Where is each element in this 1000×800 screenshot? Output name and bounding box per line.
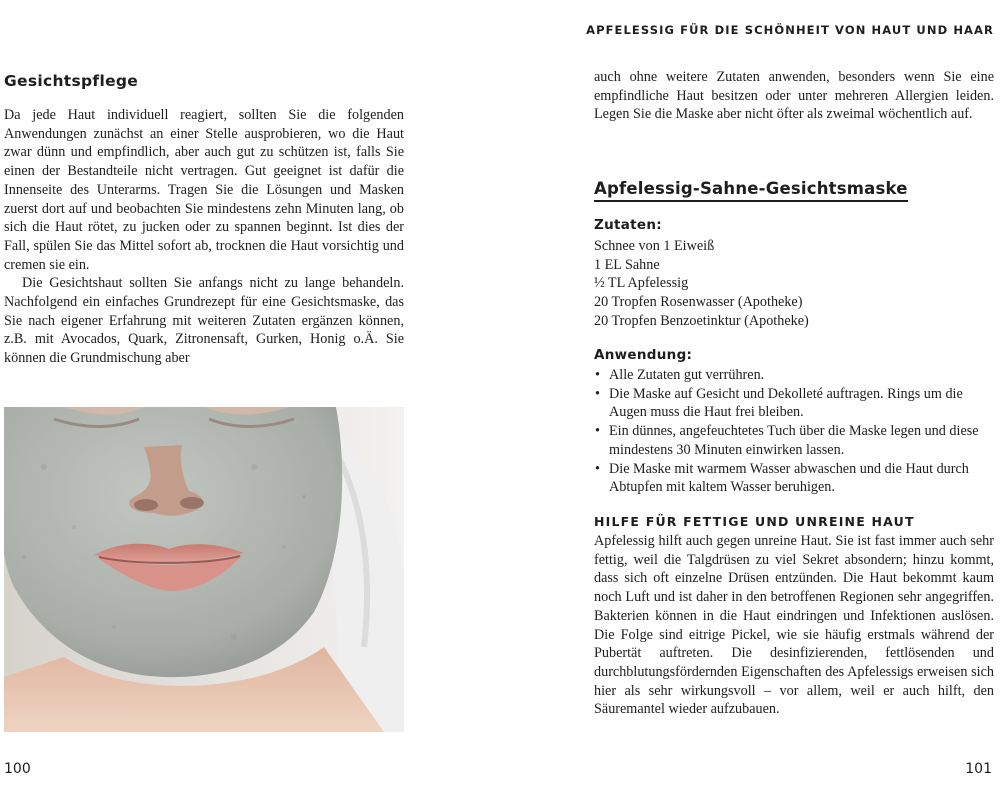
left-body-text — [4, 106, 404, 368]
step-item — [594, 366, 994, 385]
ingredient-item: Schnee von 1 Eiweiß — [594, 238, 715, 254]
step-item — [594, 385, 994, 422]
paragraph: auch ohne weitere Zutaten anwenden, besonders wenn Sie eine empfindliche Haut besitzen oder unter mehreren Allergien leiden. Legen Sie die Maske aber nicht öfter als zweimal wöchentlich auf. — [594, 69, 994, 123]
bullet-icon: • — [595, 460, 600, 477]
face-mask-photo — [4, 407, 404, 732]
page-number-right: 101 — [965, 761, 992, 777]
bullet-icon: • — [595, 367, 600, 383]
ingredient-item: ½ TL Apfelessig — [594, 275, 689, 292]
usage-section — [594, 347, 994, 497]
right-page — [594, 0, 996, 800]
steps-list — [594, 366, 994, 497]
paragraph: Die Gesichtshaut sollten Sie anfangs nicht zu lange behandeln. Nachfolgend ein einfaches Grundrezept für eine Gesichtsmaske, das Sie nach eigener Erfahrung mit weiteren Zutaten ergänzen können, z.B. mit Avocados, Quark, Zitronensaft, Gurken, Honig o.Ä. Sie können die Grundmischung aber — [4, 275, 404, 367]
ingredients-list — [594, 237, 994, 331]
face-mask-illustration — [4, 407, 404, 732]
step-text: Ein dünnes, angefeuchtetes Tuch über die Maske legen und diese mindestens 30 Minuten einwirken lassen. — [609, 423, 979, 458]
step-item — [594, 422, 994, 459]
recipe-title: Apfelessig-Sahne-Gesichtsmaske — [594, 179, 908, 202]
step-item — [594, 460, 994, 497]
subheading: HILFE FÜR FETTIGE UND UNREINE HAUT — [594, 514, 915, 529]
ingredient-item: 1 EL Sahne — [594, 256, 660, 273]
section-title: Gesichtspflege — [4, 72, 139, 90]
continuation-text — [594, 68, 994, 124]
step-text: Alle Zutaten gut verrühren. — [609, 367, 765, 383]
ingredient-item: 20 Tropfen Benzoetinktur (Apotheke) — [594, 312, 809, 329]
usage-label: Anwendung: — [594, 347, 693, 363]
bullet-icon: • — [595, 423, 600, 440]
step-text: Die Maske auf Gesicht und Dekolleté auftragen. Rings um die Augen muss die Haut frei bleiben. — [609, 385, 963, 421]
ingredients-section — [594, 217, 994, 331]
right-body-text — [594, 532, 994, 719]
paragraph: Apfelessig hilft auch gegen unreine Haut. Sie ist fast immer auch sehr fettig, weil die Talgdrüsen zu viel Sekret absondern; hinzu kommt, dass sich oft einzelne Drüsen entzünden. Die Haut bekommt kaum noch Luft und ist daher in den betroffenen Regionen sehr angegriffen. Bakterien können in die Haut eindringen und Infektionen auslösen. Die Folge sind eitrige Pickel, wie sie häufig erstmals während der Pubertät auftreten. Die desinfizierenden, fettlösenden und durchblutungsfördernden Eigenschaften des Apfelessigs erweisen sich hier als sehr wirkungsvoll – vor allem, weil er auch hilft, den Säuremantel wieder aufzubauen. — [594, 533, 994, 718]
page-number-left: 100 — [4, 761, 31, 777]
left-page — [4, 0, 404, 800]
ingredients-label: Zutaten: — [594, 217, 662, 233]
step-text: Die Maske mit warmem Wasser abwaschen und die Haut durch Abtupfen mit kaltem Wasser beruhigen. — [609, 460, 969, 496]
paragraph: Da jede Haut individuell reagiert, sollten Sie die folgenden Anwendungen zunächst an einer Stelle ausprobieren, wo die Haut zwar dünn und empfindlich, aber auch gut zu schützen ist, falls Sie einen der Bestandteile nicht vertragen. Gut geeignet ist dafür die Innenseite des Unterarms. Tragen Sie die Lösungen und Masken zuerst dort auf und beobachten Sie mindestens zehn Minuten lang, ob sich die Haut rötet, zu jucken oder zu spannen beginnt. Ist dies der Fall, spülen Sie das Mittel sofort ab, trocknen die Haut vorsichtig und cremen sie ein. — [4, 107, 404, 273]
bullet-icon: • — [595, 385, 600, 402]
ingredient-item: 20 Tropfen Rosenwasser (Apotheke) — [594, 294, 803, 311]
running-header: APFELESSIG FÜR DIE SCHÖNHEIT VON HAUT UND HAAR — [586, 23, 994, 37]
